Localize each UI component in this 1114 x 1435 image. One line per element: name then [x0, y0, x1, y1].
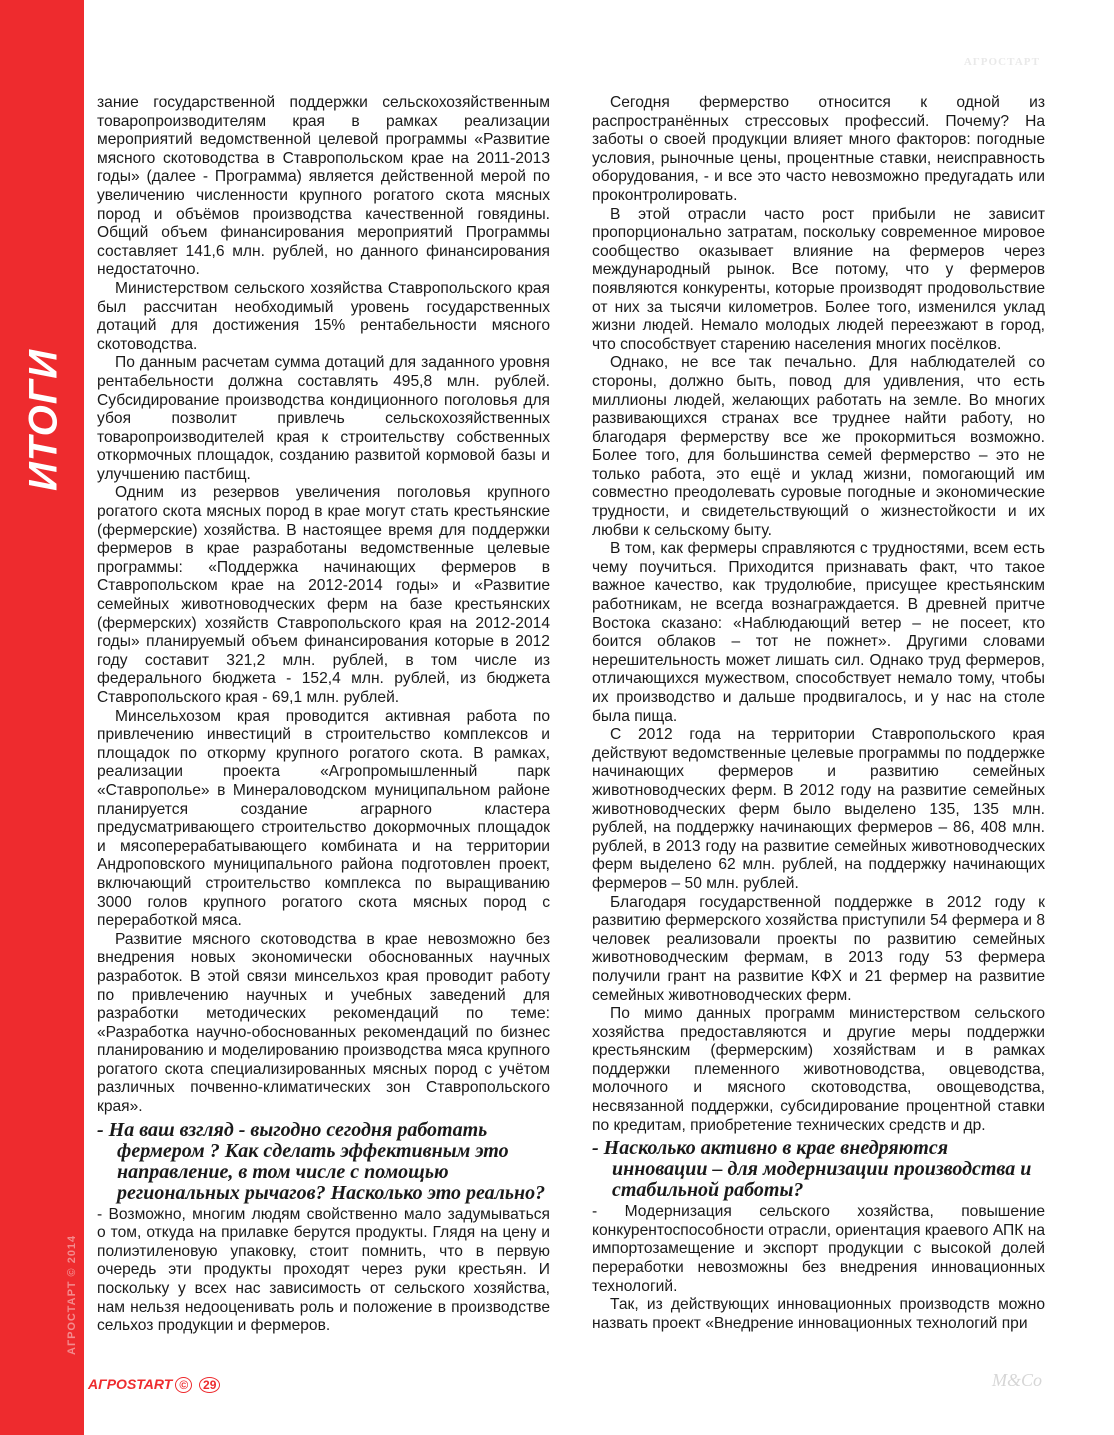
copyright-icon: ©	[175, 1377, 192, 1393]
article-paragraph: Однако, не все так печально. Для наблюдателей со стороны, должно быть, повод для удивления, что есть миллионы людей, желающих работать на земле. Во многих развивающихся странах все труднее найти работу, но благодаря фермерству все же прокормиться возможно. Более того, для большинства семей фермерство – это не только работа, это ещё и уклад жизни, помогающий им совместно преодолевать суровые погодные и экономические трудности, и свидетельствующий о жизнестойкости и их любви к сельскому быту.	[592, 354, 1045, 539]
sidebar-magazine-credit: АГРОСТАРТ © 2014	[66, 1234, 78, 1355]
article-paragraph: Министерством сельского хозяйства Ставропольского края был рассчитан необходимый уровень государственных дотаций для достижения 15% рентабельности мясного скотоводства.	[97, 279, 550, 353]
article-paragraph: Минсельхозом края проводится активная работа по привлечению инвестиций в строительство комплексов и площадок по откорму крупного рогатого скота. В рамках, реализации проекта «Агропромышленный парк «Ставрополье» в Минераловодском муниципальном районе планируется создание аграрного кластера предусматривающего строительство докормочных площадок и мясоперерабатывающего комбината и на территории Андроповского муниципального района подготовлен проект, включающий строительство комплекса по выращиванию 3000 голов крупного рогатого скота мясных пород с переработкой мяса.	[97, 707, 550, 930]
article-paragraph: Благодаря государственной поддержке в 2012 году к развитию фермерского хозяйства приступили 54 фермера и 8 человек реализовали проекты по развитию семейных животноводческим фермам, в 2013 году 53 фермера получили грант на развитие КФХ и 21 фермер на развитие семейных животноводческих ферм.	[592, 893, 1045, 1004]
footer-signature: M&Co	[991, 1370, 1042, 1390]
article-paragraph: С 2012 года на территории Ставропольского края действуют ведомственные целевые программы по поддержке начинающих фермеров и развитию семейных животноводческих ферм. В 2012 году на развитие семейных животноводческих ферм было выделено 135, 135 млн. рублей, на поддержку начинающих фермеров – 86, 408 млн. рублей, в 2013 году на развитие семейных животноводческих ферм выделено 62 млн. рублей, на поддержку начинающих фермеров – 50 млн. рублей.	[592, 726, 1045, 892]
header-watermark: АГРОСТАРТ	[963, 56, 1040, 68]
interview-question: - На ваш взгляд - выгодно сегодня работать фермером ? Как сделать эффективным это направление, в том числе с помощью региональных рычагов? Насколько это реально?	[97, 1118, 546, 1204]
section-label: ИТОГИ	[21, 348, 66, 492]
article-paragraph: зание государственной поддержки сельскохозяйственным товаропроизводителям края в рамках реализации мероприятий ведомственной целевой программы «Развитие мясного скотоводства в Ставропольском крае на 2011-2013 годы» (далее - Программа) является действенной мерой по увеличению численности крупного рогатого скота мясных пород и объёмов производства качественной говядины. Общий объем финансирования мероприятий Программы составляет 141,6 млн. рублей, но данного финансирования недостаточно.	[97, 94, 550, 279]
article-paragraph: Так, из действующих инновационных производств можно назвать проект «Внедрение инновационных технологий при	[592, 1296, 1045, 1332]
logo-agro: АГРО	[88, 1376, 127, 1392]
interview-question: - Насколько активно в крае внедряются инновации – для модернизации производства и стабильной работы?	[592, 1137, 1032, 1202]
article-paragraph: По мимо данных программ министерством сельского хозяйства предоставляются и другие меры поддержки крестьянским (фермерским) хозяйствам и в рамках поддержки племенного животноводства, овцеводства, молочного и мясного скотоводства, овощеводства, несвязанной поддержки, субсидирование процентной ставки по кредитам, приобретение технических средств и др.	[592, 1005, 1045, 1134]
answer-paragraph: - Модернизация сельского хозяйства, повышение конкурентоспособности отрасли, ориентация краевого АПК на импортозамещение и экспорт продукции с высокой долей переработки невозможны без внедрения инновационных технологий.	[592, 1203, 1045, 1295]
logo-badge: 29	[199, 1377, 220, 1393]
section-sidebar	[0, 0, 84, 1435]
article-paragraph: В том, как фермеры справляются с трудностями, всем есть чему поучиться. Приходится признавать факт, что такое важное качество, как трудолюбие, присущее крестьянским работникам, не всегда вознаграждается. В древней притче Востока сказано: «Наблюдающий ветер – не посеет, кто боится облаков – тот не пожнет». Другими словами нерешительность может лишать сил. Однако труд фермеров, отличающихся мужеством, способствует немало тому, чтобы их производство и дальше продвигалось, и у нас на столе была пища.	[592, 540, 1045, 725]
logo-start: START	[126, 1376, 173, 1392]
footer-logo	[88, 1376, 220, 1392]
left-column	[97, 94, 550, 1336]
article-paragraph: Развитие мясного скотоводства в крае невозможно без внедрения новых экономически обоснованных научных разработок. В этой связи минсельхоз края проводит работу по привлечению научных и учебных заведений для разработки методических рекомендаций по теме: «Разработка научно-обоснованных рекомендаций по бизнес планированию и моделированию производства мяса крупного рогатого скота специализированных мясных пород с учётом различных почвенно-климатических зон Ставропольского края».	[97, 930, 550, 1116]
article-paragraph: По данным расчетам сумма дотаций для заданного уровня рентабельности должна составлять 495,8 млн. рублей. Субсидирование производства кондиционного поголовья для убоя позволит привлечь сельскохозяйственных товаропроизводителей края к строительству собственных откормочных площадок, созданию развитой кормовой базы и улучшению пастбищ.	[97, 354, 550, 483]
article-paragraph: Одним из резервов увеличения поголовья крупного рогатого скота мясных пород в крае могут стать крестьянские (фермерские) хозяйства. В настоящее время для поддержки фермеров в крае разработаны ведомственные целевые программы: «Поддержка начинающих фермеров в Ставропольском крае на 2012-2014 годы» и «Развитие семейных животноводческих ферм на базе крестьянских (фермерских) хозяйств Ставропольского края на 2012-2014 годы» планируемый объем финансирования которые в 2012 году составит 321,2 млн. рублей, в том числе из федерального бюджета - 152,4 млн. рублей, из бюджета Ставропольского края - 69,1 млн. рублей.	[97, 484, 550, 706]
answer-paragraph: - Возможно, многим людям свойственно мало задумываться о том, откуда на прилавке берутся продукты. Глядя на цену и полиэтиленовую упаковку, стоит помнить, что в первую очередь эти продукты проходят через руки крестьян. И поскольку у всех нас зависимость от сельского хозяйства, нам нельзя недооценивать роль и положение в производстве сельхоз продукции и фермеров.	[97, 1205, 550, 1335]
article-paragraph: Сегодня фермерство относится к одной из распространённых стрессовых профессий. Почему? На заботы о своей продукции влияет много факторов: погодные условия, рыночные цены, процентные ставки, неисправность оборудования, - и все это часто невозможно предугадать или проконтролировать.	[592, 94, 1045, 204]
right-column	[592, 94, 1045, 1333]
article-paragraph: В этой отрасли часто рост прибыли не зависит пропорционально затратам, поскольку современное мировое сообщество оказывает влияние на фермеров через международный рынок. Все потому, что у фермеров появляются конкуренты, которые производят продовольствие от них за тысячи километров. Более того, изменился уклад жизни людей. Немало молодых людей переезжают в город, что способствует старению населения многих посёлков.	[592, 205, 1045, 353]
